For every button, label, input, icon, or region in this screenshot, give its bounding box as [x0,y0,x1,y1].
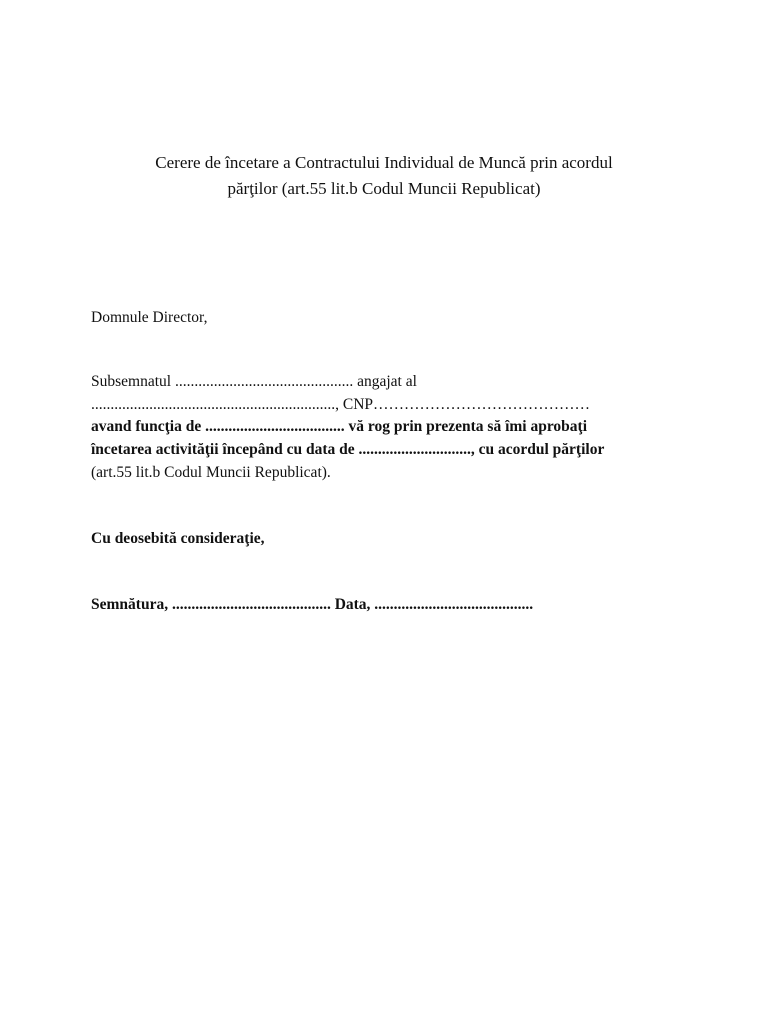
body-line-legal-reference: (art.55 lit.b Codul Muncii Republicat). [91,464,331,481]
document-title-line-1: Cerere de încetare a Contractului Individual de Muncă prin acordul [155,153,613,172]
signature-date-line: Semnătura, ......................................... Data, ......................................... [91,596,534,613]
body-line-cnp: ..............................................................., CNP…………………………………… [91,396,591,413]
closing-formula: Cu deosebită consideraţie, [91,530,265,547]
body-line-name: Subsemnatul .............................................. angajat al [91,373,417,390]
body-line-function: avand funcţia de .................................... vă rog prin prezenta să îmi aprobaţi [91,418,588,435]
salutation: Domnule Director, [91,309,208,326]
body-line-termination-date: încetarea activităţii începând cu data de ............................., cu acordul părţilor [91,441,605,458]
document-title-line-2: părţilor (art.55 lit.b Codul Muncii Republicat) [227,179,541,198]
